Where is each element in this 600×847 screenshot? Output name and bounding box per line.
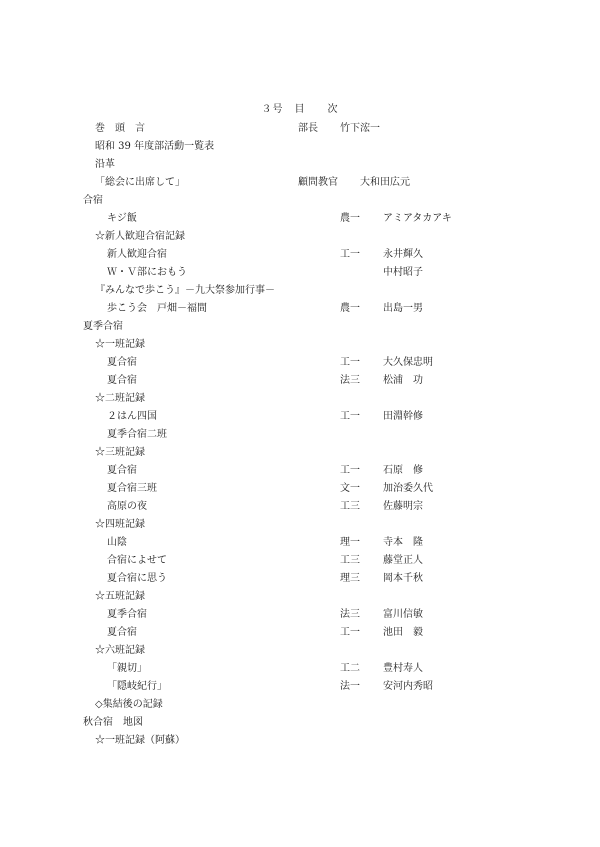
toc-entry-department: 工三 (340, 501, 360, 512)
toc-entry (0, 372, 600, 390)
toc-entry-department: 工二 (340, 663, 360, 674)
toc-entry-title: ☆四班記録 (95, 519, 145, 530)
toc-entry-author: 佐藤明宗 (383, 501, 423, 512)
toc-entry (0, 624, 600, 642)
toc-entry (0, 660, 600, 678)
toc-entry (0, 570, 600, 588)
toc-entry-title: 高原の夜 (107, 501, 147, 512)
toc-entry-department: 工一 (340, 249, 360, 260)
toc-entry-title: ◇集結後の記録 (95, 699, 163, 710)
toc-entry (0, 696, 600, 714)
toc-entry (0, 642, 600, 660)
toc-entry (0, 390, 600, 408)
toc-entry (0, 318, 600, 336)
toc-entry-author: 岡本千秋 (383, 573, 423, 584)
toc-entry-title: 新人歓迎合宿 (107, 249, 167, 260)
toc-entry-author: 加治委久代 (383, 483, 433, 494)
toc-entry-title: 「隠岐紀行」 (107, 681, 167, 692)
toc-entry-title: 巻 頭 言 (95, 123, 145, 134)
toc-entry-department: 理三 (340, 573, 360, 584)
toc-entry (0, 120, 600, 138)
toc-entry-author: 大和田広元 (360, 177, 410, 188)
toc-entry-title: ☆一班記録（阿蘇） (95, 735, 185, 746)
toc-entry (0, 516, 600, 534)
toc-entry (0, 714, 600, 732)
toc-entry-title: 夏合宿 (107, 375, 137, 386)
toc-entry-department: 農一 (340, 213, 360, 224)
toc-entry-title: Ｗ・Ｖ部におもう (107, 267, 187, 278)
toc-entry-department: 工一 (340, 465, 360, 476)
toc-entry (0, 678, 600, 696)
toc-entry (0, 300, 600, 318)
toc-entry-department: 文一 (340, 483, 360, 494)
toc-entry (0, 282, 600, 300)
toc-entry-author: 安河内秀昭 (383, 681, 433, 692)
toc-entry-title: ☆五班記録 (95, 591, 145, 602)
toc-entry-author: 永井輝久 (383, 249, 423, 260)
toc-entry-department: 工三 (340, 555, 360, 566)
toc-entry (0, 192, 600, 210)
toc-entry (0, 408, 600, 426)
toc-entry-department: 法一 (340, 681, 360, 692)
toc-entry (0, 426, 600, 444)
toc-entry (0, 534, 600, 552)
toc-entry (0, 588, 600, 606)
toc-entry-department: 理一 (340, 537, 360, 548)
toc-entry-title: 夏合宿に思う (107, 573, 167, 584)
toc-title: ３号 目 次 (261, 104, 339, 115)
toc-entry-author: 竹下浤一 (340, 123, 380, 134)
toc-entry-author: 中村昭子 (383, 267, 423, 278)
toc-entry-title: ☆二班記録 (95, 393, 145, 404)
toc-entry-department: 工一 (340, 627, 360, 638)
toc-entry-author: 松浦 功 (383, 375, 423, 386)
toc-entry-title: ☆六班記録 (95, 645, 145, 656)
toc-entry-title: 夏季合宿 (83, 321, 123, 332)
toc-entry-title: 沿革 (95, 159, 115, 170)
toc-entry (0, 354, 600, 372)
toc-entry (0, 264, 600, 282)
toc-entry-title: 夏合宿 (107, 465, 137, 476)
toc-entry-role: 顧問教官 (298, 177, 338, 188)
toc-entry-title: 夏合宿三班 (107, 483, 157, 494)
toc-entry-author: 寺本 隆 (383, 537, 423, 548)
toc-entry-author: 池田 毅 (383, 627, 423, 638)
toc-entry-author: 大久保忠明 (383, 357, 433, 368)
toc-entry-title: 「親切」 (107, 663, 147, 674)
toc-entry-title: 昭和 39 年度部活動一覧表 (95, 141, 215, 152)
toc-entry-author: 富川信敏 (383, 609, 423, 620)
toc-entry-department: 工一 (340, 411, 360, 422)
toc-entry-author: 出島一男 (383, 303, 423, 314)
toc-entry-title: 夏季合宿 (107, 609, 147, 620)
toc-entry (0, 138, 600, 156)
toc-entry (0, 444, 600, 462)
toc-entry (0, 174, 600, 192)
toc-entry-title: 山陰 (107, 537, 127, 548)
toc-entry-title: 歩こう会 戸畑－福間 (107, 303, 207, 314)
toc-entry-title: ２はん四国 (107, 411, 157, 422)
toc-entry (0, 246, 600, 264)
toc-entry-department: 工一 (340, 357, 360, 368)
toc-entry-title: 秋合宿 地図 (83, 717, 143, 728)
table-of-contents (0, 120, 600, 750)
toc-entry-title: ☆新人歓迎合宿記録 (95, 231, 185, 242)
toc-entry (0, 462, 600, 480)
toc-entry-title: 夏合宿 (107, 357, 137, 368)
toc-entry-author: アミアタカアキ (383, 213, 452, 224)
toc-entry-title: ☆三班記録 (95, 447, 145, 458)
toc-entry-title: 合宿 (83, 195, 103, 206)
toc-entry (0, 552, 600, 570)
toc-entry-title: 夏季合宿二班 (107, 429, 167, 440)
toc-entry (0, 156, 600, 174)
toc-entry-department: 法三 (340, 375, 360, 386)
toc-entry-role: 部長 (298, 123, 318, 134)
toc-entry-title: ☆一班記録 (95, 339, 145, 350)
toc-entry-author: 石原 修 (383, 465, 423, 476)
toc-entry-author: 豊村寿人 (383, 663, 423, 674)
toc-entry-title: 合宿によせて (107, 555, 167, 566)
toc-entry-department: 法三 (340, 609, 360, 620)
toc-entry-title: 夏合宿 (107, 627, 137, 638)
toc-entry (0, 228, 600, 246)
toc-entry-author: 田淵幹修 (383, 411, 423, 422)
toc-entry-title: 「総会に出席して」 (95, 177, 185, 188)
toc-entry-title: キジ飯 (107, 213, 137, 224)
toc-entry-department: 農一 (340, 303, 360, 314)
toc-entry (0, 336, 600, 354)
toc-entry (0, 498, 600, 516)
toc-entry (0, 732, 600, 750)
toc-entry (0, 210, 600, 228)
toc-entry (0, 606, 600, 624)
toc-entry (0, 480, 600, 498)
toc-entry-title: 『みんなで歩こう』－九大祭参加行事－ (95, 285, 275, 296)
toc-entry-author: 藤堂正人 (383, 555, 423, 566)
